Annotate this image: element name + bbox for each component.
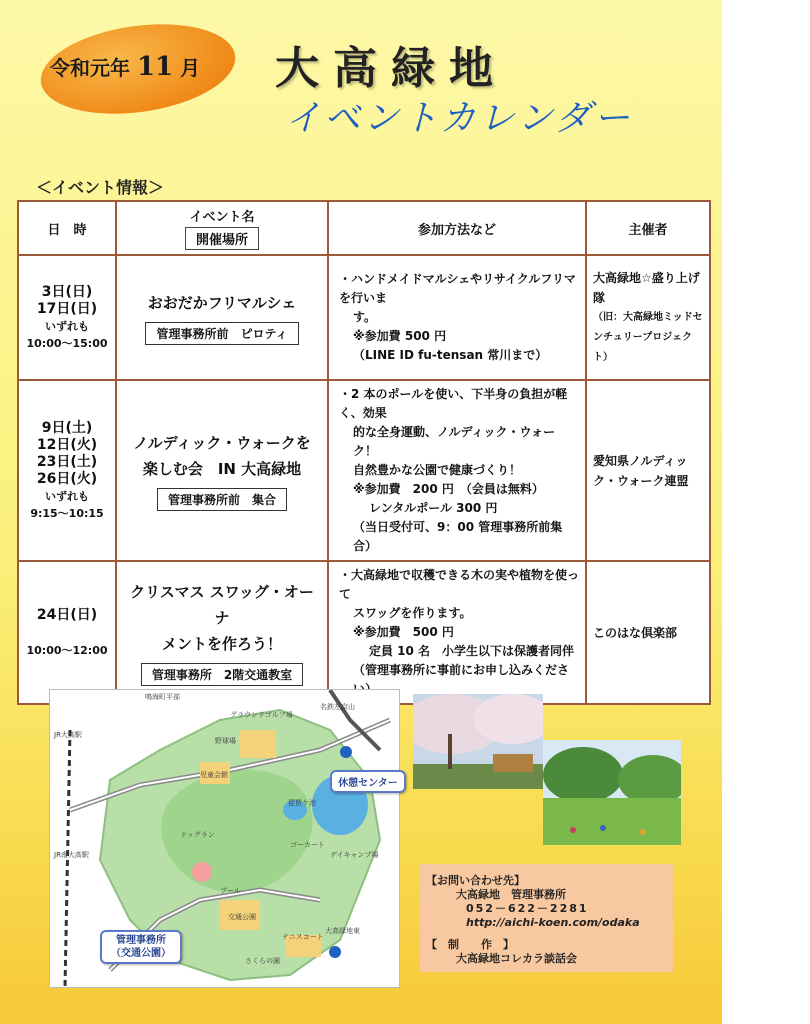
contact-org: 大高緑地 管理事務所: [456, 888, 566, 901]
event-name-cell: [116, 380, 328, 561]
table-row: [18, 255, 710, 380]
production-org: 大高緑地コレカラ談話会: [456, 952, 577, 965]
table-row: [18, 561, 710, 704]
office-tag-label: 管理事務所: [116, 935, 166, 946]
event-organizer-cell: [586, 380, 710, 561]
era-text: 令和元年: [50, 56, 130, 80]
event-location: 管理事務所前 ピロティ: [145, 322, 298, 345]
header-event-name: イベント名: [189, 210, 255, 225]
event-name: おおだかフリマルシェ: [147, 294, 297, 312]
detail-line: 定員 10 名 小学生以下は保護者同伴: [369, 644, 575, 658]
event-time: 10:00～15:00: [26, 336, 108, 350]
contact-url[interactable]: http://aichi-koen.com/odaka: [466, 916, 640, 929]
map-label: デイキャンプ場: [330, 851, 379, 859]
detail-line: （管理事務所に事前にお申し込みくださ: [353, 663, 570, 677]
park-map: [49, 689, 400, 988]
event-date: 24日(日): [36, 606, 98, 623]
header-organizer: 主催者: [586, 201, 710, 255]
detail-line: す。: [353, 310, 377, 324]
map-label: プール: [220, 887, 241, 895]
event-organizer-cell: [586, 561, 710, 704]
event-detail-cell: [328, 380, 586, 561]
map-label: 大高緑地東: [325, 927, 360, 935]
contact-heading: 【お問い合わせ先】: [426, 874, 525, 887]
detail-line: スワッグを作ります。: [353, 606, 472, 620]
map-label: ドッグラン: [180, 831, 215, 839]
detail-line: （当日受付可、9：00 管理事務所前集合）: [353, 520, 563, 553]
map-label: 児童会館: [200, 771, 228, 779]
event-location: 管理事務所前 集合: [157, 488, 287, 511]
event-date-cell: [18, 255, 116, 380]
event-date: 3日(日): [41, 283, 93, 300]
page-subtitle: イベントカレンダー: [285, 98, 633, 139]
month-suffix: 月: [180, 56, 201, 80]
contact-phone: 052－622－2281: [466, 902, 589, 915]
event-date: 17日(日): [36, 300, 98, 317]
map-label: 琵琶ケ池: [288, 799, 316, 807]
event-location: 管理事務所 2階交通教室: [141, 663, 303, 686]
event-date: 26日(火): [36, 470, 98, 487]
header-event: [116, 201, 328, 255]
detail-line: レンタルポール 300 円: [369, 501, 498, 515]
event-name: ノルディック・ウォークを: [133, 434, 311, 452]
detail-line: ※参加費 500 円: [353, 625, 454, 639]
rest-center-tag: 休憩センター: [330, 770, 406, 793]
map-label: テニスコート: [282, 933, 324, 941]
table-header-row: [18, 201, 710, 255]
detail-line: 自然豊かな公園で健康づくり！: [353, 463, 522, 477]
header-method: 参加方法など: [328, 201, 586, 255]
cherry-blossom-photo: [413, 694, 543, 789]
event-organizer: 大高緑地☆盛り上げ隊: [593, 270, 700, 305]
event-time: 9:15～10:15: [30, 506, 104, 520]
month-number: 11: [136, 52, 174, 82]
office-tag: [100, 930, 182, 964]
map-label: 名鉄左京山: [320, 703, 355, 711]
table-row: [18, 380, 710, 561]
detail-line: ・大高緑地で収穫できる木の実や植物を使って: [339, 568, 580, 601]
office-tag-sub: （交通公園）: [111, 948, 171, 959]
contact-box: [420, 864, 673, 972]
page-title: 大高緑地: [275, 43, 507, 94]
event-date: 12日(火): [36, 436, 98, 453]
event-organizer-sub: （旧：大高緑地ミッドセンチュリープロジェクト）: [593, 311, 703, 363]
event-name: 楽しむ会 IN 大高緑地: [142, 460, 302, 478]
event-detail-cell: [328, 255, 586, 380]
park-field-photo: [543, 740, 681, 845]
header-venue: 開催場所: [185, 227, 259, 250]
map-label: さくらの園: [245, 957, 280, 965]
map-label: JR南大高駅: [54, 851, 89, 859]
event-name-cell: [116, 255, 328, 380]
detail-line: ※参加費 200 円 （会員は無料）: [353, 482, 544, 496]
event-date: 23日(土): [36, 453, 98, 470]
production-heading: 【 制 作 】: [426, 938, 514, 951]
map-label: 交通公園: [228, 913, 256, 921]
event-date: 9日(土): [41, 419, 93, 436]
event-name-cell: [116, 561, 328, 704]
event-organizer-cell: [586, 255, 710, 380]
section-title: ＜イベント情報＞: [36, 178, 165, 197]
map-label: グラウンドゴルフ場: [230, 711, 293, 719]
detail-line: 的な全身運動、ノルディック・ウォーク！: [353, 425, 556, 458]
event-time: 10:00～12:00: [26, 643, 108, 657]
map-label: ゴーカート: [290, 841, 325, 849]
event-name: クリスマス スワッグ・オーナ: [130, 583, 314, 627]
detail-line: ・ハンドメイドマルシェやリサイクルフリマを行いま: [339, 272, 576, 305]
event-date-note: いずれも: [45, 319, 89, 333]
header-date: 日 時: [18, 201, 116, 255]
event-organizer: 愛知県ノルディック・ウォーク連盟: [593, 453, 689, 488]
event-date-cell: [18, 380, 116, 561]
detail-line: ※参加費 500 円: [353, 329, 447, 343]
event-detail-cell: [328, 561, 586, 704]
map-label: 野球場: [215, 737, 236, 745]
map-label: JR大高駅: [54, 731, 82, 739]
map-label: 鳴海町平部: [145, 693, 180, 701]
event-date-cell: [18, 561, 116, 704]
event-date-note: いずれも: [45, 489, 89, 503]
event-name: メントを作ろう！: [161, 635, 282, 653]
detail-line: （LINE ID fu-tensan 常川まで）: [353, 348, 548, 362]
month-badge-text: [50, 52, 240, 82]
detail-line: ・2 本のポールを使い、下半身の負担が軽く、効果: [339, 387, 568, 420]
event-organizer: このはな倶楽部: [593, 625, 678, 640]
event-table: [17, 200, 711, 705]
